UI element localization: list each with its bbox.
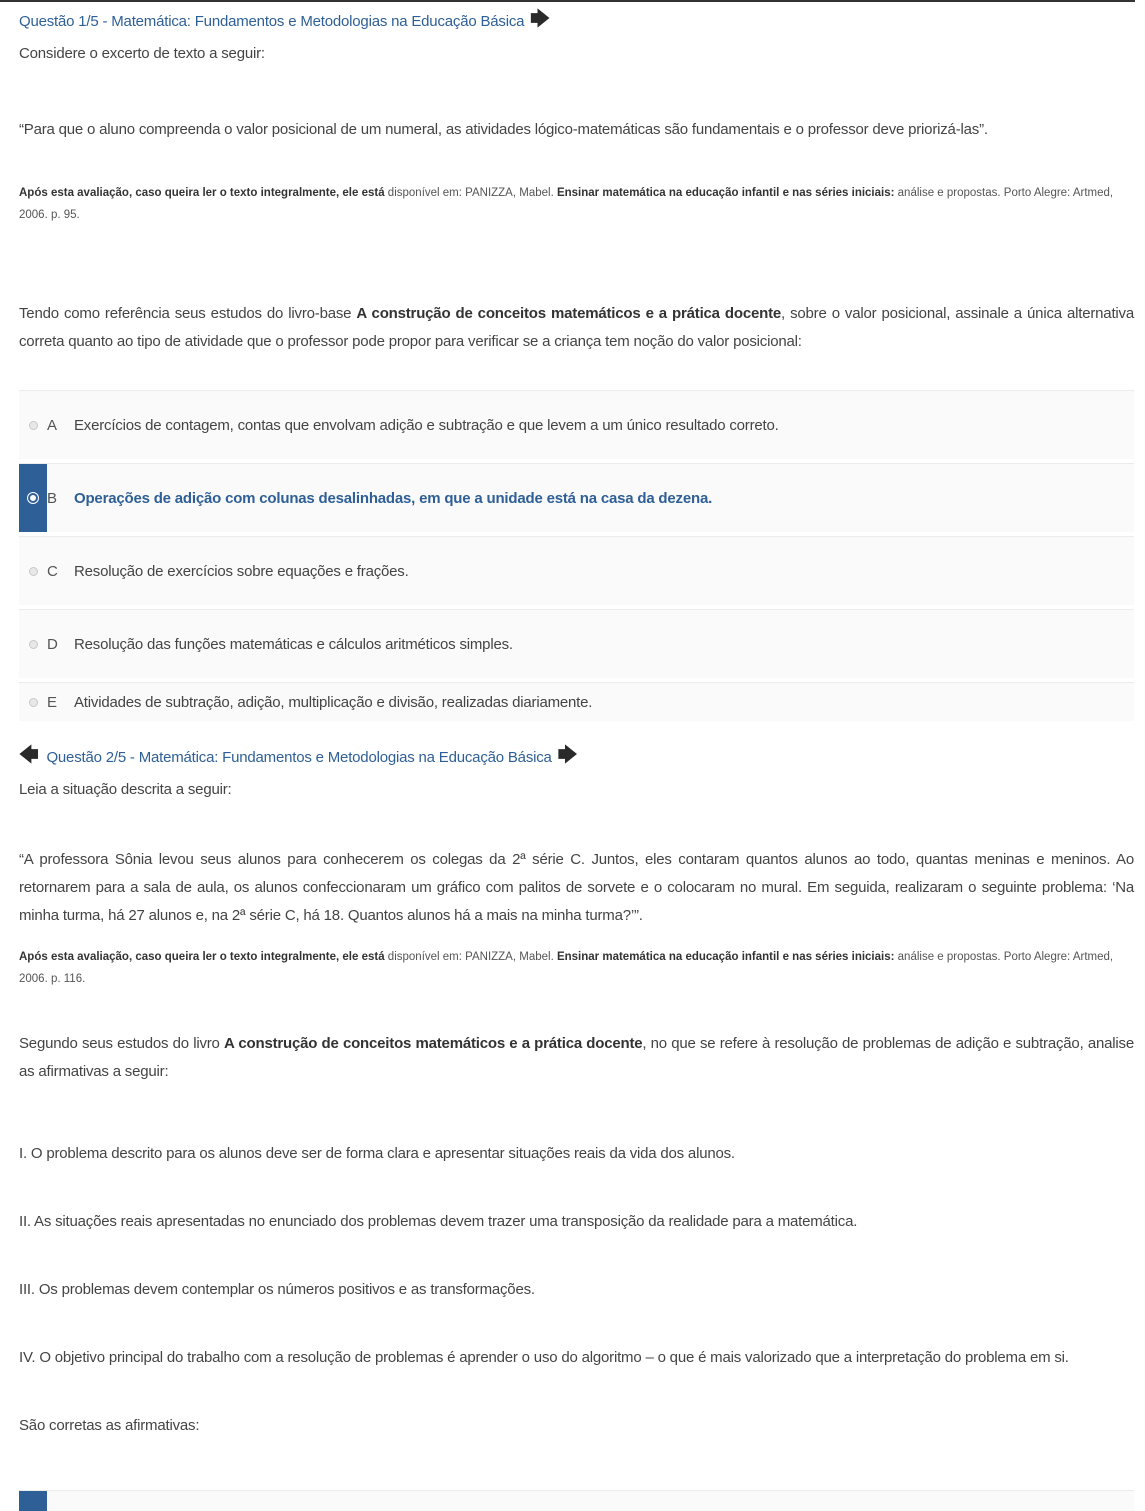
radio-icon[interactable]: [29, 421, 38, 430]
option-letter: A: [47, 416, 58, 434]
question-2-option-partial[interactable]: [19, 1490, 1134, 1511]
arrow-right-icon[interactable]: 🡆: [530, 9, 550, 30]
prompt-pre: Segundo seus estudos do livro: [19, 1035, 224, 1052]
option-text: Resolução das funções matemáticas e cálculos aritméticos simples.: [74, 635, 513, 653]
source-plain-1: disponível em: PANIZZA, Mabel.: [384, 187, 557, 199]
option-d[interactable]: [19, 609, 1134, 678]
option-letter: D: [47, 635, 58, 653]
radio-icon[interactable]: [29, 567, 38, 576]
source-bold-2: Ensinar matemática na educação infantil e nas séries iniciais:: [556, 951, 895, 963]
option-letter: E: [47, 693, 58, 711]
statement-ii: II. As situações reais apresentadas no enunciado dos problemas devem trazer uma transposição da realidade para a matemática.: [19, 1213, 858, 1230]
option-text: Atividades de subtração, adição, multiplicação e divisão, realizadas diariamente.: [74, 693, 593, 711]
option-e[interactable]: [19, 682, 1134, 721]
source-bold-1: Após esta avaliação, caso queira ler o texto integralmente, ele está: [19, 187, 385, 199]
question-2-header: [19, 746, 577, 768]
question-1-intro: Considere o excerto de texto a seguir:: [19, 45, 265, 62]
option-letter: B: [47, 489, 58, 507]
source-plain-1: disponível em: PANIZZA, Mabel.: [384, 951, 557, 963]
source-plain-2: análise e propostas. Porto Alegre: Artmed, 2006. p. 116.: [19, 951, 1114, 985]
question-2-source: [19, 946, 1134, 990]
option-e-radio-cell[interactable]: [19, 683, 47, 721]
radio-icon[interactable]: [29, 698, 38, 707]
statement-iv: IV. O objetivo principal do trabalho com a resolução de problemas é aprender o uso do algoritmo – o que é mais valorizado que a interpretação do problema em si.: [19, 1349, 1069, 1366]
radio-icon[interactable]: [29, 640, 38, 649]
top-divider: [0, 0, 1135, 2]
prompt-post: , no que se refere à resolução de problemas de adição e subtração, analise as afirmativas a seguir:: [19, 1035, 1134, 1080]
option-b[interactable]: [19, 463, 1134, 532]
radio-selected-icon[interactable]: [28, 493, 38, 503]
source-bold-1: Após esta avaliação, caso queira ler o texto integralmente, ele está: [19, 951, 385, 963]
book-title: A construção de conceitos matemáticos e a prática docente: [356, 305, 782, 322]
question-2-conclusion: São corretas as afirmativas:: [19, 1417, 200, 1434]
option-c-radio-cell[interactable]: [19, 537, 47, 605]
question-2-intro: Leia a situação descrita a seguir:: [19, 781, 232, 798]
option-radio-cell[interactable]: [19, 1491, 47, 1511]
option-c[interactable]: [19, 536, 1134, 605]
statement-iii: III. Os problemas devem contemplar os números positivos e as transformações.: [19, 1281, 535, 1298]
option-d-radio-cell[interactable]: [19, 610, 47, 678]
question-2-quote: “A professora Sônia levou seus alunos para conhecerem os colegas da 2ª série C. Juntos, eles contaram quantos alunos ao todo, quantas meninas e meninos. Ao retornarem para a sala de aula, os alunos confeccionaram um gráfico com palitos de sorvete e o colocaram no mural. Em seguida, realizaram o seguinte problema: ‘Na minha turma, há 27 alunos e, na 2ª série C, há 18. Quantos alunos há a mais na minha turma?’”.: [19, 851, 1134, 924]
option-a[interactable]: [19, 390, 1134, 459]
question-1-quote: “Para que o aluno compreenda o valor posicional de um numeral, as atividades lógico-matemáticas são fundamentais e o professor deve priorizá-las”.: [19, 121, 988, 138]
statement-i: I. O problema descrito para os alunos deve ser de forma clara e apresentar situações reais da vida dos alunos.: [19, 1145, 735, 1162]
question-1-title: Questão 1/5 - Matemática: Fundamentos e Metodologias na Educação Básica: [19, 12, 525, 30]
question-1-source: [19, 182, 1134, 226]
book-title: A construção de conceitos matemáticos e a prática docente: [224, 1035, 643, 1052]
prompt-post: , sobre o valor posicional, assinale a única alternativa correta quanto ao tipo de atividade que o professor pode propor para verificar se a criança tem noção do valor posicional:: [19, 305, 1134, 350]
option-a-radio-cell[interactable]: [19, 391, 47, 459]
question-2-title: Questão 2/5 - Matemática: Fundamentos e Metodologias na Educação Básica: [46, 748, 552, 766]
option-text: Operações de adição com colunas desalinhadas, em que a unidade está na casa da dezena.: [74, 489, 713, 507]
question-2-prompt: [19, 1030, 1134, 1086]
arrow-left-icon[interactable]: 🡄: [19, 745, 39, 766]
question-1-header: [19, 10, 550, 32]
option-b-radio-cell[interactable]: [19, 464, 47, 532]
arrow-right-icon[interactable]: 🡆: [557, 745, 578, 766]
option-text: Exercícios de contagem, contas que envolvam adição e subtração e que levem a um único resultado correto.: [74, 416, 779, 434]
prompt-pre: Tendo como referência seus estudos do livro-base: [19, 305, 357, 322]
option-letter: C: [47, 562, 58, 580]
option-text: Resolução de exercícios sobre equações e frações.: [74, 562, 409, 580]
question-1-prompt: [19, 300, 1134, 356]
source-plain-2: análise e propostas. Porto Alegre: Artmed, 2006. p. 95.: [19, 187, 1114, 221]
source-bold-2: Ensinar matemática na educação infantil e nas séries iniciais:: [556, 187, 895, 199]
question-1-options: [19, 390, 1134, 725]
